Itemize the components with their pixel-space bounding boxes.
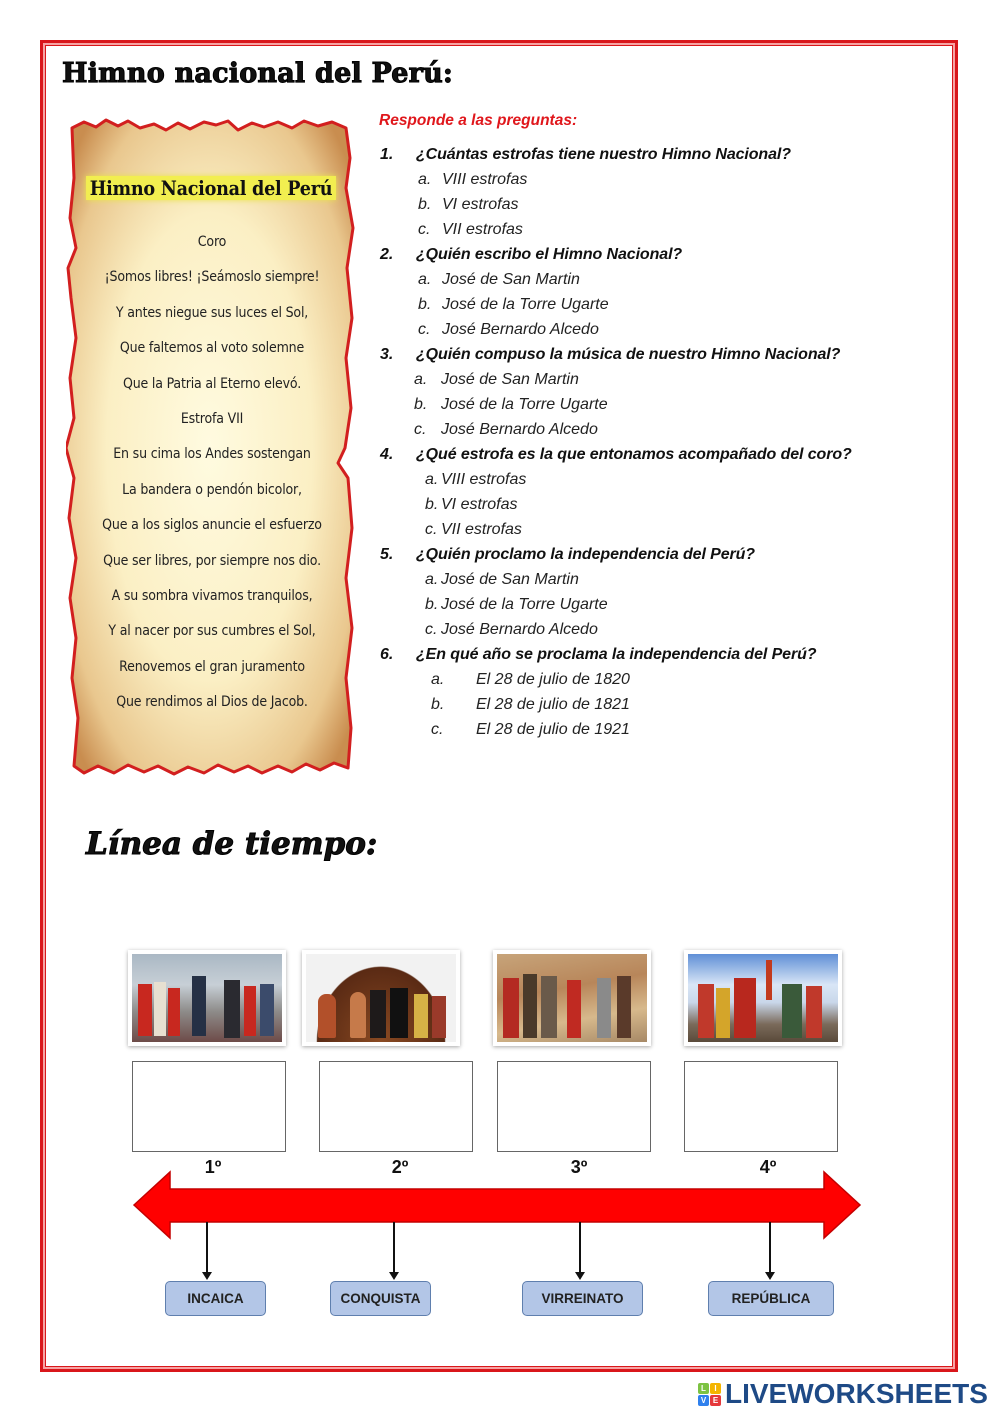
option-text: El 28 de julio de 1821 <box>476 696 630 713</box>
option-6a[interactable] <box>378 671 938 696</box>
option-3c[interactable] <box>378 421 938 446</box>
option-2a[interactable] <box>378 271 938 296</box>
option-text: El 28 de julio de 1921 <box>476 721 630 738</box>
option-3b[interactable] <box>378 396 938 421</box>
option-1c[interactable] <box>378 221 938 246</box>
anthem-verses <box>66 228 358 723</box>
connector-line <box>206 1222 208 1278</box>
verse-line: Coro <box>197 234 227 250</box>
option-text: José Bernardo Alcedo <box>441 421 598 438</box>
option-text: José de San Martin <box>441 571 579 588</box>
option-letter: b. <box>425 596 439 613</box>
logo-tiles-icon <box>698 1383 721 1406</box>
option-letter: a. <box>425 571 439 588</box>
connector-line <box>579 1222 581 1278</box>
answer-box-2[interactable] <box>319 1061 473 1152</box>
question-1 <box>378 146 938 171</box>
question-2 <box>378 246 938 271</box>
anthem-title: Himno Nacional del Perú <box>83 176 338 200</box>
timeline-arrow <box>132 1170 862 1240</box>
option-5c[interactable] <box>378 621 938 646</box>
option-letter: a. <box>414 371 428 388</box>
option-letter: b. <box>425 496 439 513</box>
option-text: José de la Torre Ugarte <box>441 596 608 613</box>
option-letter: b. <box>418 196 432 213</box>
verse-line: La bandera o pendón bicolor, <box>122 481 302 498</box>
option-text: VII estrofas <box>441 521 522 538</box>
ordinal-2: 2º <box>391 1157 409 1177</box>
photo-viceroyalty[interactable] <box>302 950 460 1046</box>
answer-box-3[interactable] <box>497 1061 651 1152</box>
question-number: 2. <box>380 246 394 263</box>
question-3 <box>378 346 938 371</box>
ordinal-4: 4º <box>759 1157 777 1177</box>
connector-line <box>393 1222 395 1278</box>
verse-line: Que ser libres, por siempre nos dio. <box>103 552 321 569</box>
option-letter: b. <box>418 296 432 313</box>
brand-name: LIVEWORKSHEETS <box>725 1378 988 1409</box>
timeline-title: Línea de tiempo: <box>86 826 378 862</box>
option-letter: c. <box>425 621 438 638</box>
question-text: ¿Quién compuso la música de nuestro Himno Nacional? <box>416 346 841 363</box>
ordinal-3: 3º <box>570 1157 588 1177</box>
label-republica[interactable]: REPÚBLICA <box>708 1281 834 1316</box>
verse-line: Estrofa VII <box>180 410 244 427</box>
page-title: Himno nacional del Perú: <box>62 58 454 89</box>
quiz-instruction: Responde a las preguntas: <box>379 112 578 129</box>
option-text: José Bernardo Alcedo <box>442 321 599 338</box>
option-text: José de San Martin <box>441 371 579 388</box>
quiz-section <box>378 112 938 746</box>
verse-line: Que rendimos al Dios de Jacob. <box>116 694 308 711</box>
option-5a[interactable] <box>378 571 938 596</box>
connector-line <box>769 1222 771 1278</box>
question-4 <box>378 446 938 471</box>
painting-image <box>497 954 647 1042</box>
option-text: José Bernardo Alcedo <box>441 621 598 638</box>
option-letter: b. <box>431 696 445 713</box>
liveworksheets-logo <box>698 1378 988 1410</box>
option-letter: c. <box>431 721 444 738</box>
logo-tile: V <box>698 1395 709 1406</box>
option-letter: c. <box>418 221 431 238</box>
verse-line: Que la Patria al Eterno elevó. <box>122 375 302 392</box>
question-text: ¿En qué año se proclama la independencia del Perú? <box>416 646 817 663</box>
verse-line: Y al nacer por sus cumbres el Sol, <box>108 623 316 640</box>
option-5b[interactable] <box>378 596 938 621</box>
photo-conquest[interactable] <box>493 950 651 1046</box>
photo-image <box>688 954 838 1042</box>
option-6b[interactable] <box>378 696 938 721</box>
photo-inca[interactable] <box>684 950 842 1046</box>
option-4b[interactable] <box>378 496 938 521</box>
verse-line: ¡Somos libres! ¡Seámoslo siempre! <box>104 269 320 286</box>
logo-tile: E <box>710 1395 721 1406</box>
label-virreinato[interactable]: VIRREINATO <box>522 1281 643 1316</box>
option-letter: c. <box>414 421 427 438</box>
question-text: ¿Quién proclamo la independencia del Perú? <box>416 546 755 563</box>
question-number: 6. <box>380 646 394 663</box>
option-text: José de la Torre Ugarte <box>442 296 609 313</box>
verse-line: Y antes niegue sus luces el Sol, <box>115 304 309 321</box>
verse-line: Que a los siglos anuncie el esfuerzo <box>102 517 322 534</box>
logo-tile: L <box>698 1383 709 1394</box>
verse-line: A su sombra vivamos tranquilos, <box>111 587 313 604</box>
photo-independence[interactable] <box>128 950 286 1046</box>
option-text: VIII estrofas <box>442 171 528 188</box>
option-3a[interactable] <box>378 371 938 396</box>
option-text: VII estrofas <box>442 221 523 238</box>
option-4c[interactable] <box>378 521 938 546</box>
option-text: VI estrofas <box>442 196 519 213</box>
painting-image <box>132 954 282 1042</box>
question-text: ¿Qué estrofa es la que entonamos acompañado del coro? <box>416 446 852 463</box>
ordinal-1: 1º <box>204 1157 222 1177</box>
label-conquista[interactable]: CONQUISTA <box>330 1281 431 1316</box>
anthem-parchment <box>66 118 352 773</box>
option-text: El 28 de julio de 1820 <box>476 671 630 688</box>
verse-line: Que faltemos al voto solemne <box>119 340 305 357</box>
question-text: ¿Cuántas estrofas tiene nuestro Himno Nacional? <box>416 146 791 163</box>
label-incaica[interactable]: INCAICA <box>165 1281 266 1316</box>
option-letter: a. <box>425 471 439 488</box>
question-number: 3. <box>380 346 394 363</box>
option-1a[interactable] <box>378 171 938 196</box>
verse-line: Renovemos el gran juramento <box>119 658 305 675</box>
option-text: VIII estrofas <box>441 471 527 488</box>
option-text: José de la Torre Ugarte <box>441 396 608 413</box>
painting-image <box>306 954 456 1042</box>
option-letter: c. <box>425 521 438 538</box>
verse-line: En su cima los Andes sostengan <box>113 446 311 463</box>
question-5 <box>378 546 938 571</box>
answer-box-4[interactable] <box>684 1061 838 1152</box>
option-letter: a. <box>418 171 432 188</box>
question-number: 1. <box>380 146 394 163</box>
option-1b[interactable] <box>378 196 938 221</box>
option-text: VI estrofas <box>441 496 518 513</box>
question-text: ¿Quién escribo el Himno Nacional? <box>416 246 683 263</box>
logo-tile: I <box>710 1383 721 1394</box>
question-number: 5. <box>380 546 394 563</box>
option-text: José de San Martin <box>442 271 580 288</box>
option-letter: b. <box>414 396 428 413</box>
option-letter: a. <box>418 271 432 288</box>
option-2c[interactable] <box>378 321 938 346</box>
option-letter: c. <box>418 321 431 338</box>
option-letter: a. <box>431 671 445 688</box>
answer-box-1[interactable] <box>132 1061 286 1152</box>
question-6 <box>378 646 938 671</box>
option-6c[interactable] <box>378 721 938 746</box>
option-4a[interactable] <box>378 471 938 496</box>
question-number: 4. <box>380 446 394 463</box>
option-2b[interactable] <box>378 296 938 321</box>
